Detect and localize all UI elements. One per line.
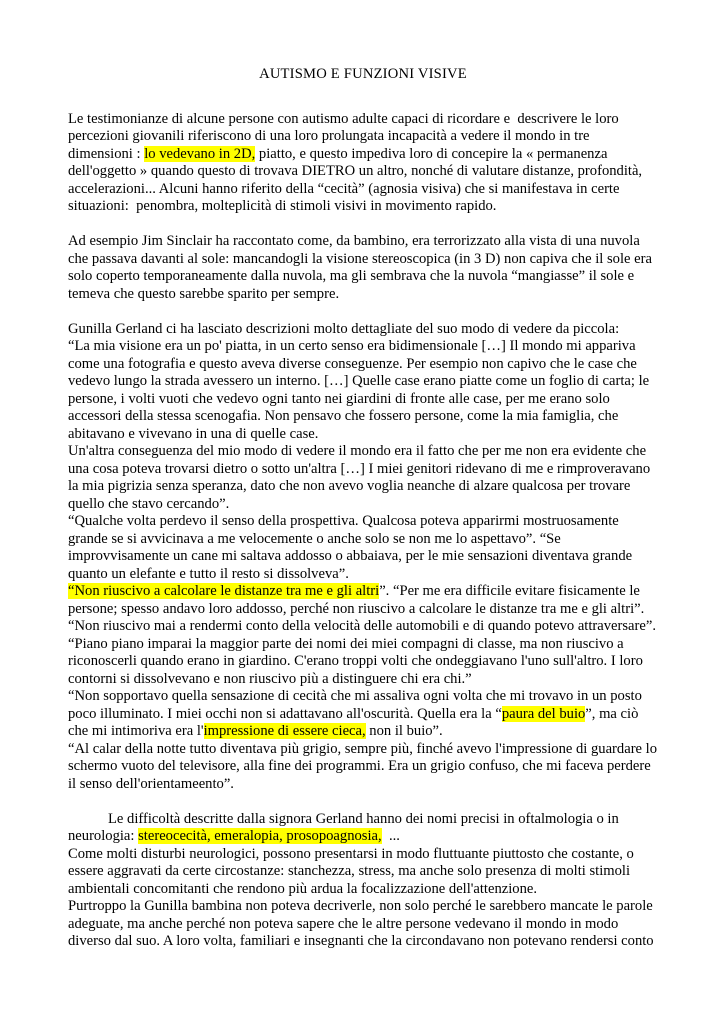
text-run: Un'altra conseguenza del mio modo di vedere il mondo era il fatto che per me non era evidente che una cosa poteva trovarsi dietro o sotto un'altra […] I miei genitori ridevano di me e rimproveravano la mia pigrizia senza speranza, dato che non avevo voglia neanche di alzare qualcosa per trovare quello che stavo cercando”. xyxy=(68,443,654,512)
text-run: piatto, e questo impediva loro di concepire la « permanenza dell'oggetto » quando questo di trovava DIETRO un altro, nonché di valutare distanze, profondità, accelerazioni... Alcuni hanno riferito della “cecità” (agnosia visiva) che si manifestava in certe situazioni: penombra, molteplicità di stimoli visivi in movimento rapido. xyxy=(68,145,646,214)
highlighted-text: “Non riuscivo a calcolare le distanze tra me e gli altri xyxy=(68,583,380,599)
paragraph xyxy=(68,513,658,583)
text-run: “Qualche volta perdevo il senso della prospettiva. Qualcosa poteva apparirmi mostruosamente grande se si avvicinava a me velocemente o anche solo se non me lo aspettavo”. “Se improvvisamente un cane mi saltava addosso o abbaiava, per le mie sensazioni diventava grande quanto un elefante e tutto il resto si dissolveva”. xyxy=(68,513,636,582)
text-run: Come molti disturbi neurologici, possono presentarsi in modo fluttuante piuttosto che costante, o essere aggravati da certe circostanze: stanchezza, stress, ma anche solo presenza di molti stimoli ambientali concomitanti che rendono più ardua la focalizzazione dell'attenzione. xyxy=(68,845,638,897)
text-run: Le testimonianze di alcune persone con autismo adulte capaci di ricordare e descrivere le loro percezioni giovanili riferiscono di una loro prolungata incapacità a vedere il mondo in tre dimensioni : xyxy=(68,110,623,162)
text-run: ”, ma ciò che mi intimoriva era l' xyxy=(68,705,643,739)
paragraph xyxy=(68,898,658,951)
highlighted-text: impressione di essere cieca, xyxy=(203,723,366,739)
highlighted-text: paura del buio xyxy=(501,705,586,722)
text-run: Purtroppo la Gunilla bambina non poteva decriverle, non solo perché le sarebbero mancate le parole adeguate, ma anche perché non poteva sapere che le altre persone vedevano il mondo in modo diverso dal suo. A loro volta, familiari e insegnanti che la circondavano non potevano rendersi conto xyxy=(68,898,657,949)
document-body xyxy=(68,110,661,951)
paragraph xyxy=(68,443,658,513)
text-run: “Piano piano imparai la maggior parte dei nomi dei miei compagni di classe, ma non riuscivo a riconoscerli quando erano in giardino. C'erano troppi volti che ondeggiavano l'uno sull'altro. I loro contorni si dissolvevano e non riuscivo più a distinguere chi era chi.” xyxy=(68,635,647,687)
paragraph xyxy=(68,740,661,794)
paragraph xyxy=(68,811,658,846)
text-run: “Al calar della notte tutto diventava più grigio, sempre più, finché avevo l'impressione di guardare lo schermo vuoto del televisore, alla fine dei programmi. Era un grigio confuso, che mi faceva perdere il senso dell'orientameento”. xyxy=(68,740,661,792)
paragraph xyxy=(68,846,658,899)
text-run: non il buio”. xyxy=(365,723,443,739)
document-title: AUTISMO E FUNZIONI VISIVE xyxy=(259,66,467,82)
text-run: ”. “Per me era difficile evitare fisicamente le persone; spesso andavo loro addosso, perché non riuscivo a calcolare le distanze tra me e gli altri”. xyxy=(68,583,645,617)
text-run: Gunilla Gerland ci ha lasciato descrizioni molto dettagliate del suo modo di vedere da piccola: xyxy=(68,320,620,337)
paragraph xyxy=(68,618,658,636)
paragraph xyxy=(68,688,658,741)
text-run: “Non riuscivo mai a rendermi conto della velocità delle automobili e di quando potevo attraversare”. xyxy=(68,618,656,634)
text-run: “La mia visione era un po' piatta, in un certo senso era bidimensionale […] Il mondo mi appariva come una fotografia e questo aveva diverse conseguenze. Per esempio non capivo che le case che vedevo lungo la strada avessero un interno. […] Quelle case erano piatte come un foglio di carta; le persone, i volti vuoti che vedevo ogni tanto nei giardini di fronte alle case, per me erano solo accessori della stessa scenogafia. Non pensavo che fossero persone, come la mia famiglia, che abitavano e vivevano in una di quelle case. xyxy=(68,338,653,442)
paragraph xyxy=(68,233,658,303)
text-run: “Non sopportavo quella sensazione di cecità che mi assaliva ogni volta che mi trovavo in un posto poco illuminato. I miei occhi non si adattavano all'oscurità. Quella era la “ xyxy=(68,688,646,722)
text-run: Ad esempio Jim Sinclair ha raccontato come, da bambino, era terrorizzato alla vista di una nuvola che passava davanti al sole: mancandogli la visione stereoscopica (in 3 D) non capiva che il sole era solo coperto temporaneamente dalla nuvola, ma gli sembrava che la nuvola “mangiasse” il sole e temeva che questo sarebbe sparito per sempre. xyxy=(68,233,656,302)
highlighted-text: stereocecità, emeralopia, prosopoagnosia, xyxy=(138,828,382,844)
paragraph xyxy=(68,636,658,689)
text-run: Le difficoltà descritte dalla signora Gerland hanno dei nomi precisi in oftalmologia o in neurologia: xyxy=(68,810,623,844)
text-run: ... xyxy=(381,828,400,844)
paragraph xyxy=(68,338,658,443)
paragraph xyxy=(68,111,658,216)
paragraph xyxy=(68,321,658,339)
highlighted-text: lo vedevano in 2D, xyxy=(144,145,256,162)
paragraph xyxy=(68,583,658,618)
